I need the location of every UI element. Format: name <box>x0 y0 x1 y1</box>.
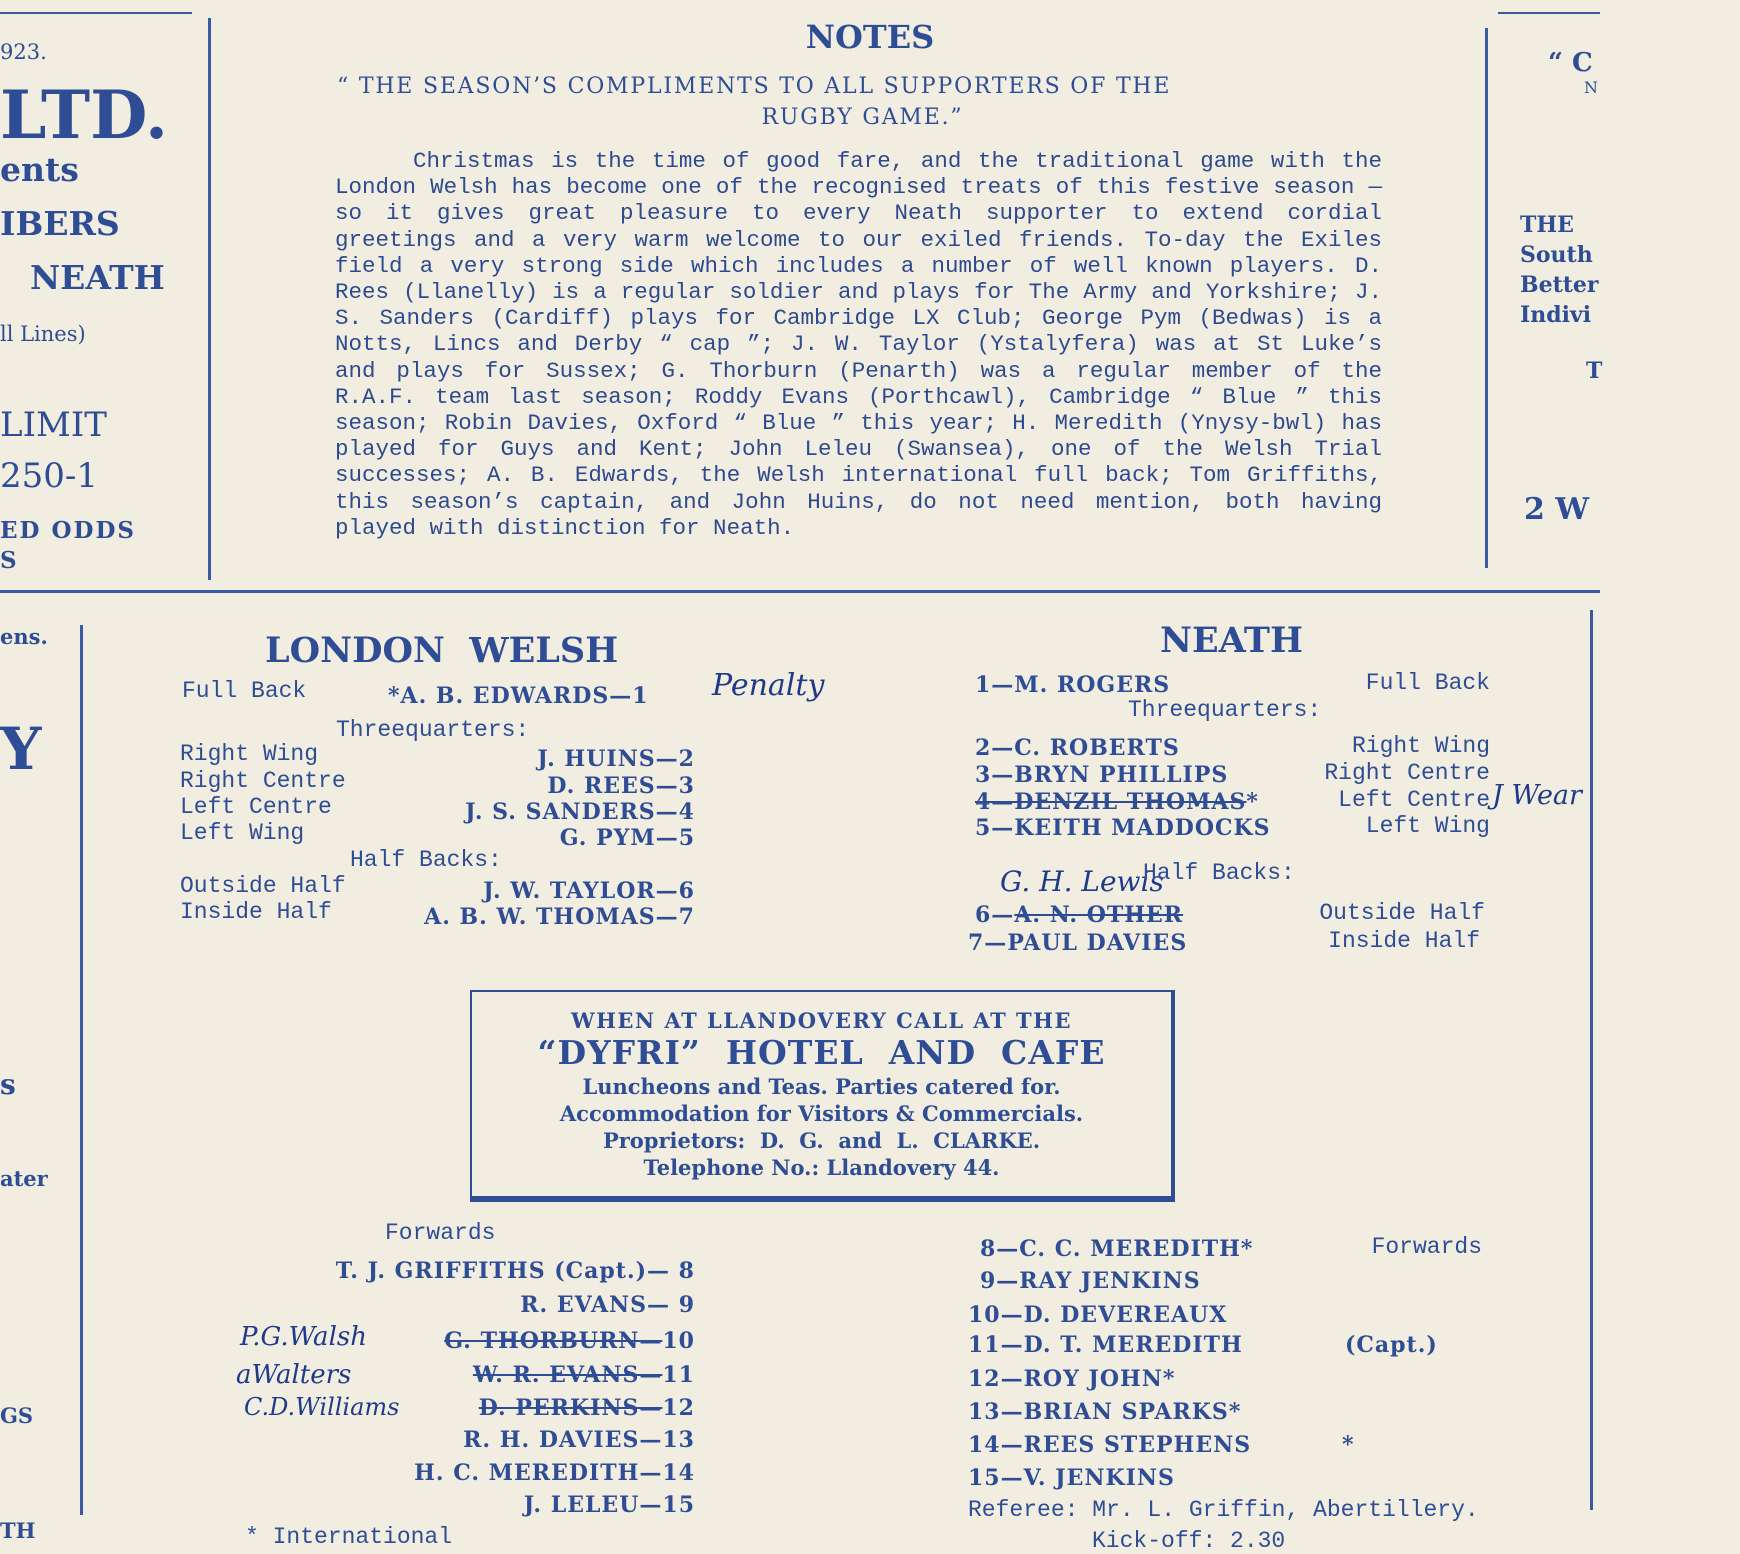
lw-pos-outside-half: Outside Half <box>180 873 346 899</box>
neath-pos-right-wing: Right Wing <box>1351 733 1490 759</box>
neath-threequarters-label: Threequarters: <box>1128 697 1322 723</box>
notes-left-rule <box>208 18 211 580</box>
neath-capt: (Capt.) <box>1345 1332 1438 1358</box>
neath-referee: Referee: Mr. L. Griffin, Abertillery. <box>968 1497 1479 1523</box>
left-s: S <box>0 547 17 574</box>
neath-half-backs-label: Half Backs: <box>1143 860 1295 886</box>
neath-player-5: 5—KEITH MADDOCKS <box>975 815 1271 841</box>
notes-title: NOTES <box>805 18 935 56</box>
notes-subtitle-line2: RUGBY GAME.” <box>761 105 964 130</box>
neath-pos-right-centre: Right Centre <box>1324 760 1490 786</box>
neath-num-7: 7— <box>968 930 1008 956</box>
lw-handwritten-10: P.G.Walsh <box>240 1322 367 1352</box>
left-lines: ll Lines) <box>0 322 86 346</box>
lw-threequarters-label: Threequarters: <box>336 717 530 743</box>
neath-struck-name-6: A. N. OTHER <box>1014 902 1184 928</box>
neath-star-14: * <box>1342 1432 1355 1458</box>
lw-forwards-label: Forwards <box>385 1220 496 1246</box>
top-left-rule <box>0 12 192 14</box>
london-welsh-title: LONDON WELSH <box>265 630 619 671</box>
lw-player-4: J. S. SANDERS—4 <box>465 799 695 825</box>
neath-forwards-label: Forwards <box>1371 1234 1482 1260</box>
lw-half-backs-label: Half Backs: <box>350 847 502 873</box>
neath-player-10: 10—D. DEVEREAUX <box>968 1302 1228 1328</box>
lw-player-9: R. EVANS— 9 <box>520 1292 695 1318</box>
notes-body <box>335 148 1382 541</box>
lw-num-10: 10 <box>662 1328 695 1354</box>
advert-line-5: Proprietors: D. G. and L. CLARKE. <box>602 1128 1041 1153</box>
lw-handwritten-11: aWalters <box>236 1360 352 1390</box>
right-better: Better <box>1520 272 1599 298</box>
lw-full-back-label: Full Back <box>182 678 307 704</box>
neath-pos-full-back: Full Back <box>1365 670 1490 696</box>
neath-player-8: 8—C. C. MEREDITH* <box>980 1236 1254 1262</box>
notes-paragraph: Christmas is the time of good fare, and the traditional game with the London Welsh has become one of the recognised treats of this festive season — so it gives great pleasure to every Neath supporter to extend cordial greetings and a very warm welcome to our exiled friends. To-day the Exiles field a very strong side which includes a number of well known players. D. Rees (Llanelly) is a regular soldier and plays for The Army and Yorkshire; J. S. Sanders (Cardiff) plays for Cambridge LX Club; George Pym (Bedwas) is a Notts, Lincs and Derby “ cap ”; J. W. Taylor (Ystalyfera) was at St Luke’s and plays for Sussex; G. Thorburn (Penarth) was a regular member of the R.A.F. team last season; Roddy Evans (Porthcawl), Cambridge “ Blue ” this season; Robin Davies, Oxford “ Blue ” this year; H. Meredith (Ynysy-bwl) has played for Guys and Kent; John Leleu (Swansea), one of the Welsh Trial successes; A. B. Edwards, the Welsh international full back; Tom Griffiths, this season’s captain, and John Huins, do not need mention, both having played with distinction for Neath. <box>335 148 1382 541</box>
left-250: 250-1 <box>0 456 99 496</box>
lw-player-7: A. B. W. THOMAS—7 <box>424 904 695 930</box>
neath-name-7: PAUL DAVIES <box>1007 930 1188 956</box>
neath-player-7 <box>968 930 1187 956</box>
neath-player-15: 15—V. JENKINS <box>968 1465 1175 1491</box>
lw-player-12 <box>479 1395 695 1421</box>
neath-player-4 <box>975 789 1259 815</box>
lw-handwritten-penalty: Penalty <box>712 668 825 703</box>
neath-player-14: 14—REES STEPHENS <box>968 1432 1252 1458</box>
notes-subtitle-line1: “ THE SEASON’S COMPLIMENTS TO ALL SUPPORTERS OF THE <box>337 74 1172 99</box>
right-quote2: N <box>1584 78 1598 97</box>
lw-player-3: D. REES—3 <box>547 773 695 799</box>
lw-player-5: G. PYM—5 <box>559 825 695 851</box>
right-quote: “ C <box>1548 48 1593 78</box>
left-neath: NEATH <box>30 258 165 297</box>
right-two-w: 2 W <box>1524 492 1590 527</box>
neath-pos-outside-half: Outside Half <box>1319 900 1485 926</box>
left-ibers: IBERS <box>0 204 120 243</box>
neath-kickoff: Kick-off: 2.30 <box>1092 1528 1286 1554</box>
advert-line-4: Accommodation for Visitors & Commercials. <box>559 1101 1084 1126</box>
left-ents: ents <box>0 150 79 189</box>
advert-line-2: “DYFRI” HOTEL AND CAFE <box>537 1033 1106 1072</box>
lw-player-15: J. LELEU—15 <box>523 1492 695 1518</box>
lw-pos-right-wing: Right Wing <box>180 741 319 767</box>
left-ed-odds: ED ODDS <box>0 517 137 544</box>
lw-pos-right-centre: Right Centre <box>180 768 346 794</box>
neath-player-9: 9—RAY JENKINS <box>980 1268 1201 1294</box>
middle-rule <box>0 590 1600 593</box>
neath-pos-inside-half: Inside Half <box>1328 928 1480 954</box>
lw-full-back-player: *A. B. EDWARDS—1 <box>388 683 649 709</box>
neath-handwritten-half: G. H. Lewis <box>1000 865 1164 898</box>
teams-left-rule <box>80 625 83 1515</box>
advert-line-6: Telephone No.: Llandovery 44. <box>643 1155 1000 1180</box>
lw-pos-left-centre: Left Centre <box>180 794 332 820</box>
lw-struck-name-10: G. THORBURN— <box>444 1328 663 1354</box>
lw-player-2: J. HUINS—2 <box>537 746 695 772</box>
neath-player-1: 1—M. ROGERS <box>975 672 1171 698</box>
lw-num-11: 11 <box>662 1362 695 1388</box>
left-y: Y <box>0 715 42 783</box>
lw-player-8: T. J. GRIFFITHS (Capt.)— 8 <box>335 1258 695 1284</box>
advert-line-1: WHEN AT LLANDOVERY CALL AT THE <box>571 1008 1072 1033</box>
advert-line-3: Luncheons and Teas. Parties catered for. <box>582 1074 1061 1099</box>
left-ens: ens. <box>0 624 48 649</box>
neath-player-12: 12—ROY JOHN* <box>968 1366 1176 1392</box>
right-south: South <box>1520 242 1593 268</box>
lw-player-11 <box>473 1362 695 1388</box>
neath-player-6 <box>975 902 1183 928</box>
lw-player-6: J. W. TAYLOR—6 <box>483 878 695 904</box>
neath-suffix-4: * <box>1246 789 1259 815</box>
right-indiv: Indivi <box>1520 302 1592 328</box>
lw-struck-name-11: W. R. EVANS— <box>472 1362 663 1388</box>
top-right-rule <box>1498 12 1600 14</box>
left-gs: GS <box>0 1403 34 1428</box>
right-t: T <box>1586 358 1603 384</box>
right-the: THE <box>1520 212 1574 238</box>
lw-struck-name-12: D. PERKINS— <box>478 1395 663 1421</box>
neath-player-3: 3—BRYN PHILLIPS <box>975 762 1229 788</box>
neath-title: NEATH <box>1160 620 1304 661</box>
lw-footnote: * International <box>245 1524 453 1550</box>
left-ltd: LTD. <box>0 76 168 154</box>
lw-player-13: R. H. DAVIES—13 <box>463 1427 695 1453</box>
lw-player-14: H. C. MEREDITH—14 <box>414 1460 695 1486</box>
left-limit: LIMIT <box>0 405 107 445</box>
neath-player-2: 2—C. ROBERTS <box>975 735 1180 761</box>
left-th: TH <box>0 1518 36 1543</box>
lw-pos-left-wing: Left Wing <box>180 820 305 846</box>
left-ater: ater <box>0 1166 48 1191</box>
lw-handwritten-12: C.D.Williams <box>244 1393 400 1421</box>
left-year: 923. <box>0 40 47 64</box>
neath-player-13: 13—BRIAN SPARKS* <box>968 1399 1242 1425</box>
neath-pos-left-centre: Left Centre <box>1338 787 1490 813</box>
lw-num-12: 12 <box>662 1395 695 1421</box>
lw-pos-inside-half: Inside Half <box>180 899 332 925</box>
left-s2: s <box>0 1068 16 1101</box>
neath-struck-name-4: 4—DENZIL THOMAS <box>975 789 1247 815</box>
neath-player-11: 11—D. T. MEREDITH <box>968 1332 1243 1358</box>
dyfri-hotel-advert <box>470 990 1175 1202</box>
neath-num-6: 6— <box>975 902 1015 928</box>
neath-handwritten-sub: J Wear <box>1492 780 1582 811</box>
teams-right-rule <box>1590 610 1593 1510</box>
neath-pos-left-wing: Left Wing <box>1365 813 1490 839</box>
lw-player-10 <box>444 1328 695 1354</box>
